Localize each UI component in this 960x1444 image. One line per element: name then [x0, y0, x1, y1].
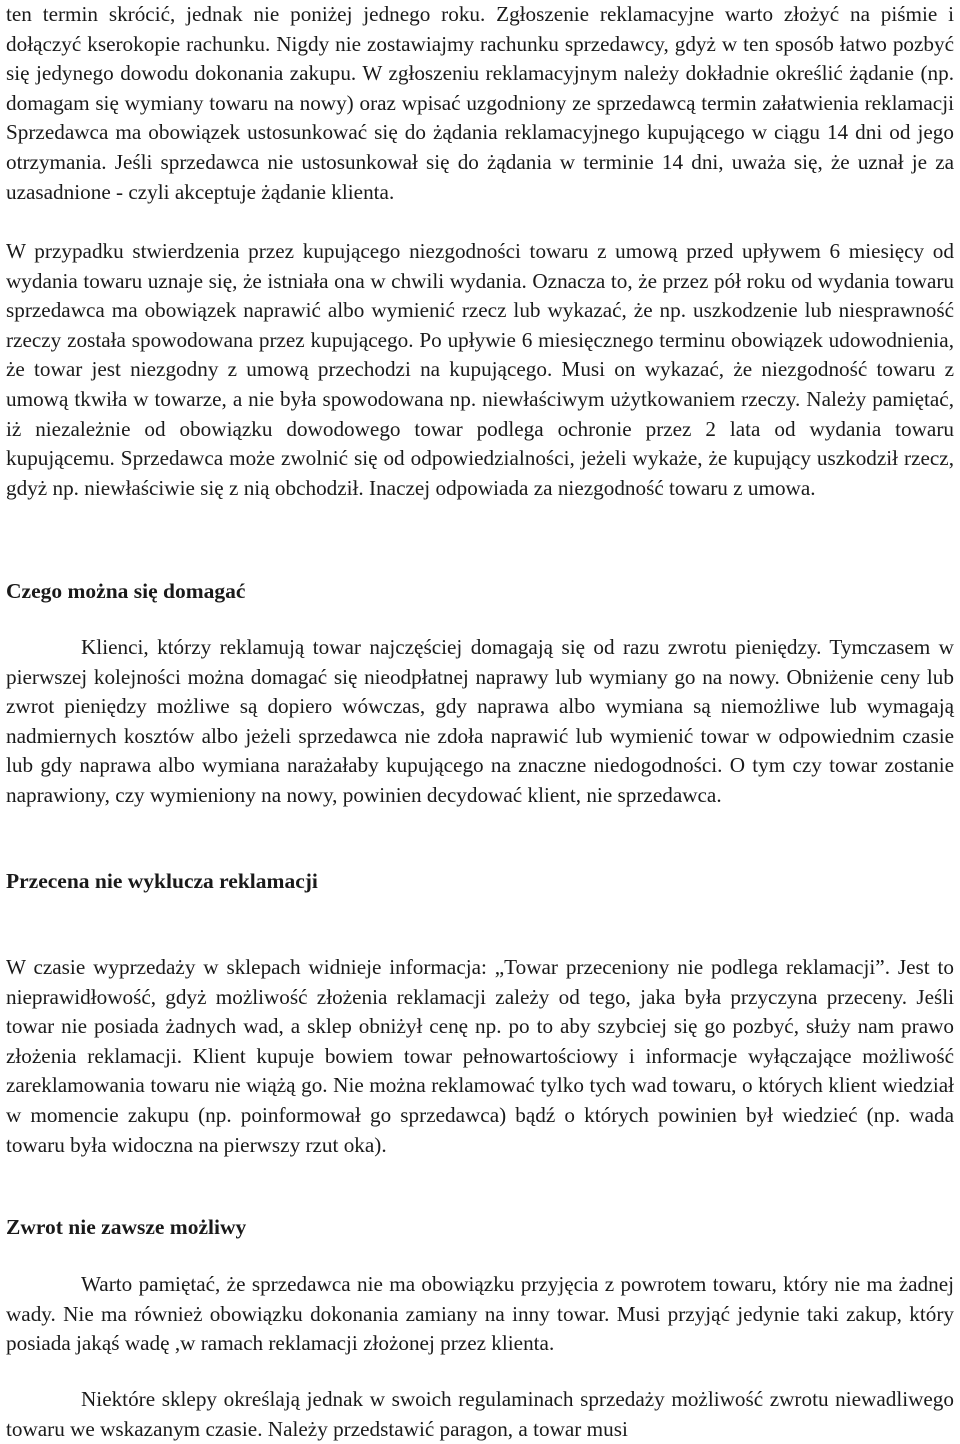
heading-sale-does-not-exclude: Przecena nie wyklucza reklamacji	[6, 869, 318, 893]
heading-what-to-demand: Czego można się domagać	[6, 579, 246, 603]
paragraph-nonconformity-burden: W przypadku stwierdzenia przez kupującego niezgodności towaru z umową przed upływem 6 miesięcy od wydania towaru uznaje się, że istniała ona w chwili wydania. Oznacza to, że przez pół roku od wydania towaru sprzedawca ma obowiązek naprawić albo wymienić rzecz lub wykazać, że np. uszkodzenie lub niesprawność rzeczy została spowodowana przez kupującego. Po upływie 6 miesięcznego terminu obowiązek udowodnienia, że towar jest niezgodny z umową przechodzi na kupującego. Musi on wykazać, że niezgodność towaru z umową tkwiła w towarze, a nie była spowodowana np. niewłaściwym użytkowaniem rzeczy. Należy pamiętać, iż niezależnie od obowiązku dowodowego towar podlega ochronie przez 2 lata od wydania towaru kupującemu. Sprzedawca może zwolnić się od odpowiedzialności, jeżeli wykaże, że kupujący uszkodził rzecz, gdyż np. niewłaściwie się z nią obchodził. Inaczej odpowiada za niezgodność towaru z umowa.	[6, 239, 954, 500]
paragraph-sale-does-not-exclude: W czasie wyprzedaży w sklepach widnieje informacja: „Towar przeceniony nie podlega reklamacji”. Jest to nieprawidłowość, gdyż możliwość złożenia reklamacji zależy od tego, jaka była przyczyna przeceny. Jeśli towar nie posiada żadnych wad, a sklep obniżył cenę np. po to aby szybciej się go pozbyć, służy nam prawo złożenia reklamacji. Klient kupuje bowiem towar pełnowartościowy i informacje wyłączające możliwość zareklamowania towaru nie wiążą go. Nie można reklamować tylko tych wad towaru, o których klient wiedział w momencie zakupu (np. poinformował go sprzedawca) bądź o których powinien był wiedzieć (np. wada towaru była widoczna na pierwszy rzut oka).	[6, 955, 954, 1157]
heading-return-not-always: Zwrot nie zawsze możliwy	[6, 1215, 247, 1239]
paragraph-complaint-procedure: ten termin skrócić, jednak nie poniżej jednego roku. Zgłoszenie reklamacyjne warto złożyć na piśmie i dołączyć kserokopie rachunku. Nigdy nie zostawiajmy rachunku sprzedawcy, gdyż w ten sposób łatwo pozbyć się jedynego dowodu dokonania zakupu. W zgłoszeniu reklamacyjnym należy dokładnie określić żądanie (np. domagam się wymiany towaru na nowy) oraz wpisać uzgodniony ze sprzedawcą termin załatwienia reklamacji Sprzedawca ma obowiązek ustosunkować się do żądania reklamacyjnego kupującego w ciągu 14 dni od jego otrzymania. Jeśli sprzedawca nie ustosunkował się do żądania w terminie 14 dni, uważa się, że uznał je za uzasadnione - czyli akceptuje żądanie klienta.	[6, 2, 954, 204]
paragraph-what-to-demand: Klienci, którzy reklamują towar najczęściej domagają się od razu zwrotu pieniędzy. Tymczasem w pierwszej kolejności można domagać się nieodpłatnej naprawy lub wymiany go na nowy. Obniżenie ceny lub zwrot pieniędzy możliwe są dopiero wówczas, gdy naprawa albo wymiana są niemożliwe lub wymagają nadmiernych kosztów albo jeżeli sprzedawca nie zdoła naprawić lub wymienić towar w odpowiednim czasie lub gdy naprawa albo wymiana narażałaby kupującego na znaczne niedogodności. O tym czy towar zostanie naprawiony, czy wymieniony na nowy, powinien decydować klient, nie sprzedawca.	[6, 635, 954, 807]
paragraph-store-regulations: Niektóre sklepy określają jednak w swoich regulaminach sprzedaży możliwość zwrotu niewadliwego towaru we wskazanym czasie. Należy przedstawić paragon, a towar musi	[6, 1387, 954, 1441]
paragraph-return-not-always: Warto pamiętać, że sprzedawca nie ma obowiązku przyjęcia z powrotem towaru, który nie ma żadnej wady. Nie ma również obowiązku dokonania zamiany na inny towar. Musi przyjąć jedynie taki zakup, który posiada jakąś wadę ,w ramach reklamacji złożonej przez klienta.	[6, 1272, 954, 1356]
